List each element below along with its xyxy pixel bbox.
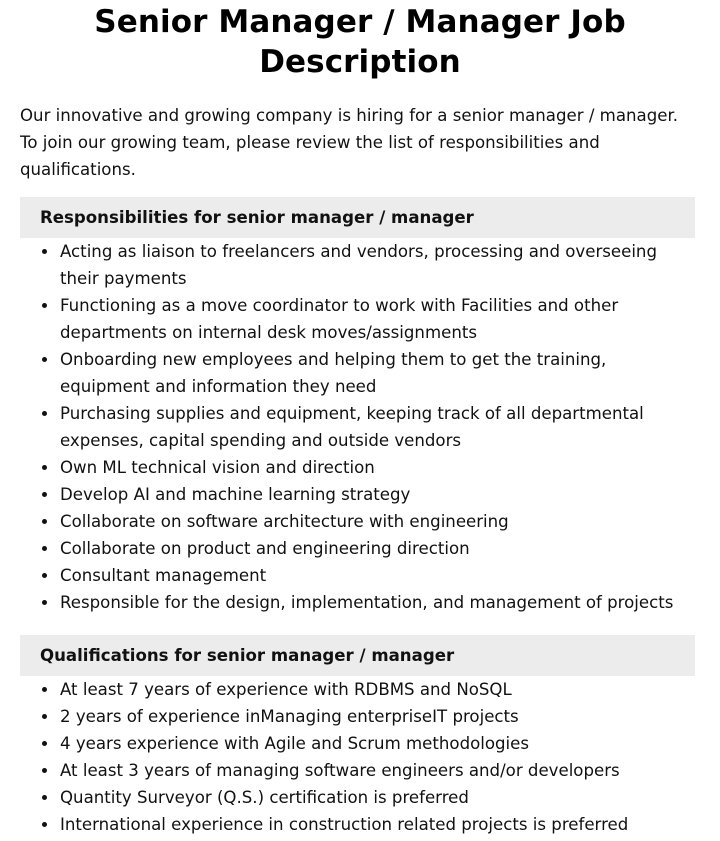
qualification-item: Quantity Surveyor (Q.S.) certification is preferred [60,784,700,811]
page-title: Senior Manager / Manager Job Description [94,4,626,80]
qualification-item: At least 3 years of managing software engineers and/or developers [60,757,700,784]
qualification-item: International experience in construction related projects is preferred [60,811,700,838]
responsibility-item: Consultant management [60,562,700,589]
responsibility-item: Develop AI and machine learning strategy [60,481,700,508]
responsibility-item: Responsible for the design, implementation, and management of projects [60,589,700,616]
responsibility-item: Collaborate on product and engineering direction [60,535,700,562]
qualification-item: 2 years of experience inManaging enterpriseIT projects [60,703,700,730]
responsibility-item: Collaborate on software architecture with engineering [60,508,700,535]
intro-paragraph: Our innovative and growing company is hiring for a senior manager / manager. To join our growing team, please review the list of responsibilities and qualifications. [20,106,679,179]
responsibility-item: Functioning as a move coordinator to work with Facilities and other departments on internal desk moves/assignments [60,292,700,346]
responsibilities-list [0,238,720,616]
responsibility-item: Onboarding new employees and helping them to get the training, equipment and information they need [60,346,700,400]
responsibilities-heading: Responsibilities for senior manager / manager [20,197,695,238]
qualifications-heading: Qualifications for senior manager / manager [20,635,695,676]
responsibility-item: Acting as liaison to freelancers and vendors, processing and overseeing their payments [60,238,700,292]
responsibility-item: Purchasing supplies and equipment, keeping track of all departmental expenses, capital spending and outside vendors [60,400,700,454]
qualification-item: 4 years experience with Agile and Scrum methodologies [60,730,700,757]
qualification-item: At least 7 years of experience with RDBMS and NoSQL [60,676,700,703]
responsibility-item: Own ML technical vision and direction [60,454,700,481]
qualifications-list [0,676,720,838]
